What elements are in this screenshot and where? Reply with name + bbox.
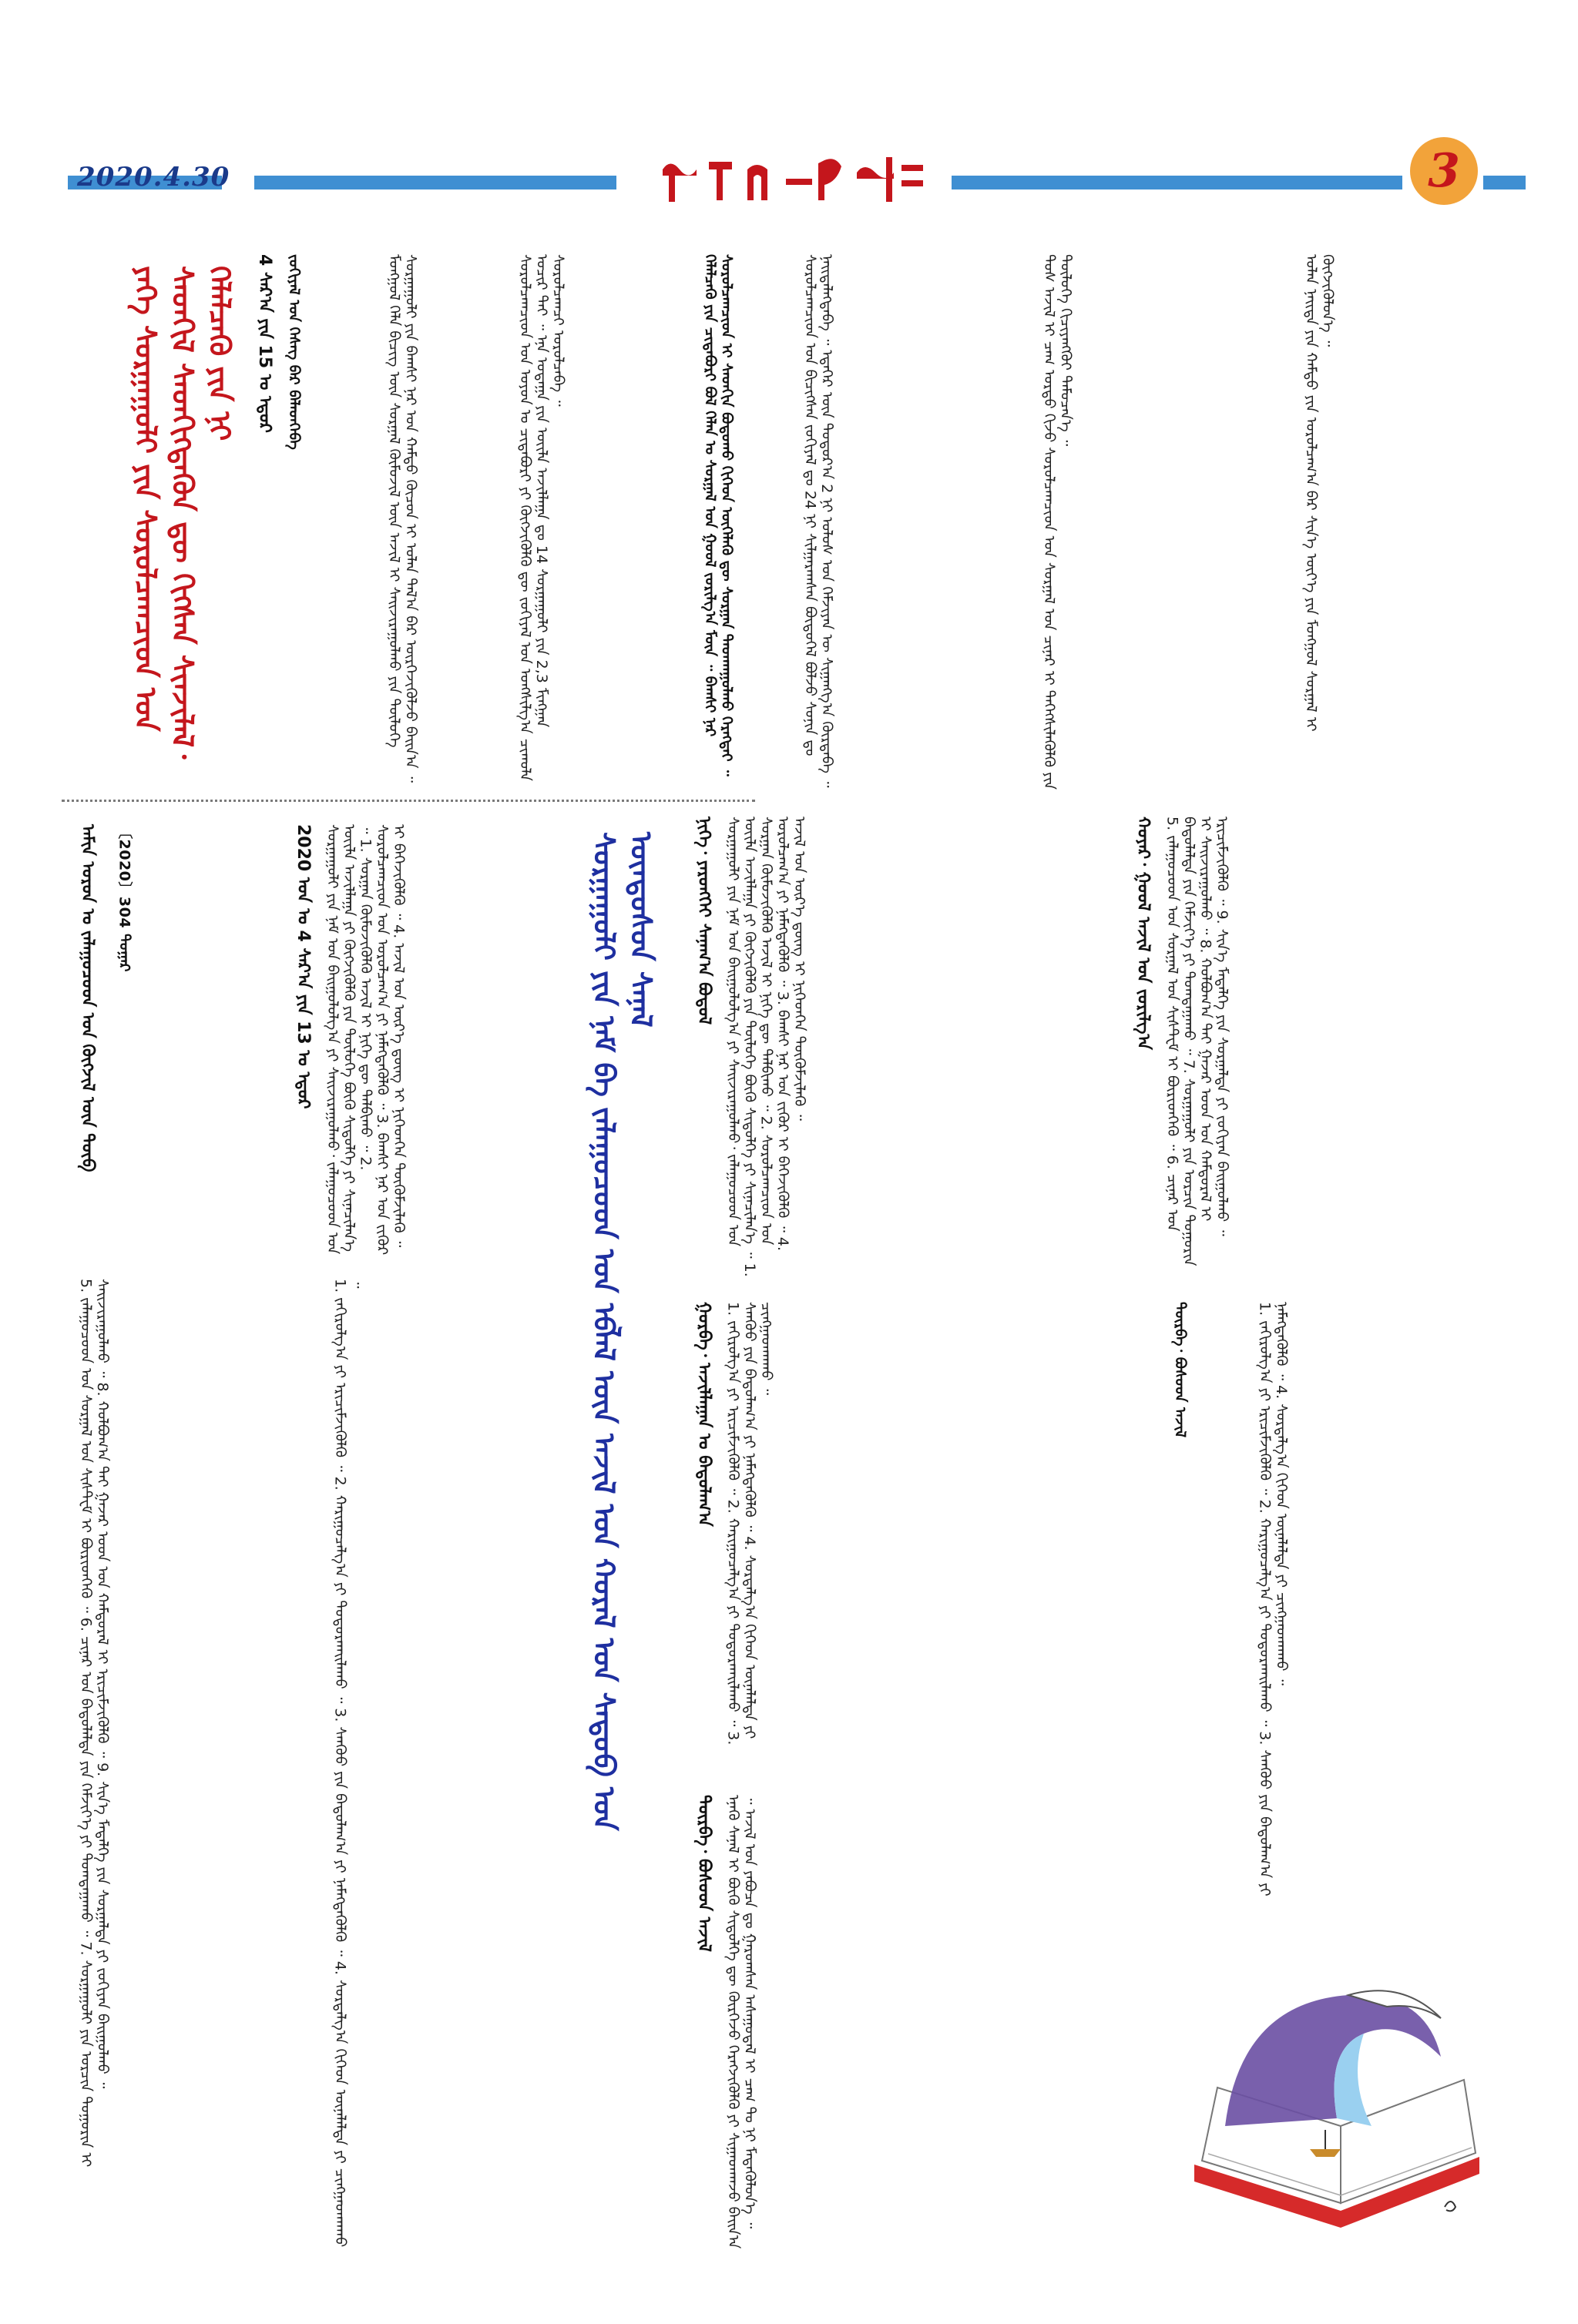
bottom-article-section-2-title: ᠬᠣᠶᠠᠷ᠂ ᠭᠣᠣᠯ ᠠᠵᠢᠯ ᠤᠨ ᠵᠣᠷᠢᠯᠭ᠎ᠠ [1133,817,1153,1050]
page-number: 3 [1428,144,1460,198]
bottom-article-headline: ᠰᠤᠷᠭᠠᠭᠤᠯᠢ ᠶᠢᠨ ᠨᠠᠮ ᠪᠠ ᠵᠠᠯᠠᠭᠤᠴᠤᠳ ᠤᠨ ᠡᠪᠯᠡᠯ ᠦᠨ ᠠᠵᠢᠯ ᠤᠨ ᠬᠤᠷᠠᠯ ᠤᠨ ᠰᠡᠳᠦᠪ ᠤᠨ ᠦᠨᠳᠦᠰᠦᠨ ᠰᠠᠨᠠᠯ [587,832,659,1841]
header-bar-far-right [1483,176,1526,189]
top-article-body-5: ᠲᠤᠰ ᠠᠵᠢᠯ ᠢ ᠴᠠᠭ ᠤᠷᠲᠤ ᠬᠢᠵᠦ ᠰᠤᠷᠤᠯᠴᠠᠭᠴᠢᠳ ᠤᠨ ᠰᠤᠷᠭᠠᠯ ᠤᠨ ᠴᠢᠨᠠᠷ ᠢ ᠳᠡᠭᠡᠭᠰᠢᠯᠡᠭᠦᠯᠬᠦ ᠶᠢᠨ ᠲᠥᠯᠥᠭᠡ ᠬᠢᠴᠢᠶᠡᠩᠭᠦᠢ ᠲᠡᠮᠦᠴᠡᠨ᠎ᠡ ᠃ [1040,254,1074,795]
bottom-article-section-4-title: ᠳᠥᠷᠪᠡ᠂ ᠪᠤᠰᠤᠳ ᠠᠵᠢᠯ [694,1795,713,1952]
masthead-logo [655,146,932,208]
header-bar-mid-left [254,176,616,189]
header-bar-right [952,176,1402,189]
book-with-wave-icon [1171,1972,1495,2234]
bottom-article-footer-line: ᠠᠮᠢᠨ ᠣᠷᠣᠨ ᠤ ᠵᠠᠯᠠᠭᠤᠴᠤᠳ ᠤᠨ ᠬᠥᠭᠵᠢᠯ ᠦᠨ ᠲᠥᠪ [78,824,97,1172]
page-number-badge [1410,137,1478,205]
masthead-script-logo [655,146,932,208]
top-article-lead: ᠵᠣᠬᠢᠶᠠᠯ ᠤᠨ ᠬᠡᠰᠡᠭ ᠪᠠᠷ ᠪᠡᠯᠡᠳᠬᠡᠪᠡ [285,254,303,450]
bottom-article-section-2-body: 5. ᠵᠠᠯᠠᠭᠤᠴᠤᠳ ᠤᠨ ᠰᠤᠷᠭᠠᠯ ᠤᠨ ᠰᠢᠰᠲ᠋ᠧᠮ ᠢ ᠪᠦᠷᠢᠳᠬᠡᠬᠦ ᠃ 6. ᠴᠢᠨᠠᠷ ᠤᠨ ᠪᠠᠲᠤᠯᠠᠯᠲᠠ ᠶᠢᠨ ᠬᠡᠮᠵᠢᠶ᠎ᠡ ᠶᠢ ᠲᠣᠭᠲᠠᠭᠠᠬᠤ ᠃ 7. ᠰᠤᠷᠭᠠᠭᠤᠯᠢ ᠶᠢᠨ ᠣᠷᠴᠢᠨ ᠲᠣᠭᠣᠷᠢᠨ ᠢ ᠰᠠᠢᠵᠢᠷᠠᠭᠤᠯᠬᠤ ᠃ 8. ᠬᠣᠯᠪᠣᠭ᠎ᠠ ᠲᠠᠢ ᠭᠠᠵᠠᠷ ᠤᠳ ᠤᠨ ᠬᠠᠮᠲᠤᠷᠠᠯ ᠢ ᠡᠷᠢᠴᠢᠮᠵᠢᠭᠦᠯᠬᠦ ᠃ 9. ᠰᠢᠨ᠎ᠡ ᠮᠡᠳᠡᠯᠭᠡ ᠶᠢᠨ ᠰᠤᠷᠭᠠᠯᠲᠠ ᠶᠢ ᠵᠣᠬᠢᠶᠠᠨ ᠪᠠᠢᠭᠤᠯᠬᠤ ᠃ [1163,817,1231,1271]
bottom-article-closing-body: 1. ᠵᠠᠬᠢᠷᠤᠯᠭ᠎ᠠ ᠶᠢ ᠡᠷᠢᠴᠢᠮᠵᠢᠭᠦᠯᠬᠦ ᠃ 2. ᠬᠠᠷᠢᠭᠤᠴᠠᠯᠭ᠎ᠠ ᠶᠢ ᠲᠣᠳᠣᠷᠬᠠᠢᠯᠠᠬᠤ ᠃ 3. ᠰᠠᠨᠬᠦᠦ ᠶᠢᠨ ᠪᠠᠲᠤᠯᠠᠭ᠎ᠠ ᠶᠢ ᠨᠡᠮᠡᠭᠳᠡᠭᠦᠯᠬᠦ ᠃ 4. ᠰᠤᠷᠳᠠᠯᠭ᠎ᠠ ᠬᠢᠭᠡᠳ ᠦᠨᠡᠯᠡᠯᠲᠡ ᠶᠢ ᠴᠢᠩᠭᠠᠳᠬᠠᠬᠤ ᠃ [1256,1302,1290,1901]
top-article-body-2: ᠰᠤᠷᠤᠯᠴᠠᠭᠴᠢᠳ ᠤᠨ ᠣᠶᠤᠨ ᠤ ᠴᠢᠳᠠᠪᠤᠷᠢ ᠶᠢ ᠬᠥᠭᠵᠢᠭᠦᠯᠬᠦ ᠳᠦ ᠵᠣᠬᠢᠶᠠᠯ ᠤᠨ ᠤᠩᠰᠢᠯᠭ᠎ᠠ ᠴᠢᠬᠤᠯᠠ ᠤᠴᠢᠷ ᠲᠠᠢ ᠃ ᠡᠨᠡ ᠤᠳᠠᠭᠠ ᠶᠢᠨ ᠦᠢᠯᠡ ᠠᠵᠢᠯᠯᠠᠭᠠ ᠳᠤ 14 ᠰᠤᠷᠭᠠᠭᠤᠯᠢ ᠶᠢᠨ 2,3 ᠮᠢᠩᠭᠠᠨ ᠰᠤᠷᠤᠯᠴᠠᠭᠴᠢ ᠣᠷᠣᠯᠴᠠᠪᠠ ᠃ [516,254,567,786]
bottom-article-section-4-body: ᠡᠨᠡᠬᠦ ᠰᠠᠨᠠᠯ ᠢ ᠪᠦᠬᠦ ᠰᠢᠲᠦᠯᠭᠡ ᠳᠦ ᠬᠦᠷᠭᠡᠵᠦ ᠬᠡᠷᠡᠭᠵᠢᠭᠦᠯᠬᠦ ᠶᠢ ᠰᠢᠭᠠᠳᠬᠠᠵᠤ ᠪᠠᠢᠨ᠎ᠠ ᠃ ᠠᠵᠢᠯ ᠤᠨ ᠶᠠᠪᠤᠴᠠ ᠳᠤ ᠭᠠᠷᠤᠭᠰᠠᠨ ᠠᠰᠠᠭᠤᠳᠠᠯ ᠢ ᠴᠠᠭ ᠲᠤ ᠨᠢ ᠮᠡᠳᠡᠭᠦᠯᠦᠨ᠎ᠡ ᠃ [724,1795,758,2254]
bottom-article-section-1-body: ᠰᠤᠷᠭᠠᠭᠤᠯᠢ ᠶᠢᠨ ᠨᠠᠮ ᠤᠨ ᠪᠠᠢᠭᠤᠯᠤᠯᠭ᠎ᠠ ᠶᠢ ᠰᠠᠢᠵᠢᠷᠠᠭᠤᠯᠬᠤ᠂ ᠵᠠᠯᠠᠭᠤᠴᠤᠳ ᠤᠨ ᠦᠢᠯᠡ ᠠᠵᠢᠯᠯᠠᠭᠠ ᠶᠢ ᠬᠥᠭᠵᠢᠭᠦᠯᠬᠦ ᠶᠢᠨ ᠲᠥᠯᠥᠭᠡ ᠪᠦᠬᠦ ᠰᠢᠲᠦᠯᠭᠡ ᠶᠢ ᠰᠢᠨᠡᠴᠢᠯᠡᠨ᠎ᠡ ᠃ 1. ᠰᠤᠷᠭᠠᠨ ᠬᠦᠮᠦᠵᠢᠭᠦᠯᠬᠦ ᠠᠵᠢᠯ ᠢ ᠨᠢᠭᠡ ᠳᠦ ᠲᠠᠯᠪᠢᠬᠤ ᠃ 2. ᠰᠤᠷᠤᠯᠴᠠᠭᠴᠢᠳ ᠤᠨ ᠣᠷᠣᠯᠴᠠᠭ᠎ᠠ ᠶᠢ ᠨᠡᠮᠡᠭᠳᠡᠭᠦᠯᠬᠦ ᠃ 3. ᠪᠠᠭᠰᠢ ᠨᠠᠷ ᠤᠨ ᠵᠢᠭᠦᠷ ᠢ ᠪᠡᠬᠡᠵᠢᠭᠦᠯᠬᠦ ᠃ 4. ᠠᠵᠢᠯ ᠤᠨ ᠦᠷ᠎ᠡ ᠳ᠋ᠦᠩ ᠢ ᠨᠢᠭᠡᠳᠬᠡᠨ ᠳᠦᠭᠦᠮᠵᠢᠯᠡᠬᠦ ᠃ [724,817,808,1282]
issue-date: 2020.4.30 [77,162,230,193]
bottom-article-section-2-text: 5. ᠵᠠᠯᠠᠭᠤᠴᠤᠳ ᠤᠨ ᠰᠤᠷᠭᠠᠯ ᠤᠨ ᠰᠢᠰᠲ᠋ᠧᠮ ᠢ ᠪᠦᠷᠢᠳᠬᠡᠬᠦ ᠃ 6. ᠴᠢᠨᠠᠷ ᠤᠨ ᠪᠠᠲᠤᠯᠠᠯᠲᠠ ᠶᠢᠨ ᠬᠡᠮᠵᠢᠶ᠎ᠡ ᠶᠢ ᠲᠣᠭᠲᠠᠭᠠᠬᠤ ᠃ 7. ᠰᠤᠷᠭᠠᠭᠤᠯᠢ ᠶᠢᠨ ᠣᠷᠴᠢᠨ ᠲᠣᠭᠣᠷᠢᠨ ᠢ ᠰᠠᠢᠵᠢᠷᠠᠭᠤᠯᠬᠤ ᠃ 8. ᠬᠣᠯᠪᠣᠭ᠎ᠠ ᠲᠠᠢ ᠭᠠᠵᠠᠷ ᠤᠳ ᠤᠨ ᠬᠠᠮᠲᠤᠷᠠᠯ ᠢ ᠡᠷᠢᠴᠢᠮᠵᠢᠭᠦᠯᠬᠦ ᠃ 9. ᠰᠢᠨ᠎ᠡ ᠮᠡᠳᠡᠯᠭᠡ ᠶᠢᠨ ᠰᠤᠷᠭᠠᠯᠲᠠ ᠶᠢ ᠵᠣᠬᠢᠶᠠᠨ ᠪᠠᠢᠭᠤᠯᠬᠤ ᠃ [77,1279,111,2172]
top-article-date: 4 ᠰᠠᠷ᠎ᠠ ᠶᠢᠨ 15 ᠤ ᠡᠳᠦᠷ [255,254,274,433]
bottom-article-section-1-title: ᠨᠢᠭᠡ᠂ ᠶᠡᠷᠦᠩᠬᠡᠢ ᠰᠠᠨᠠᠭ᠎ᠠ ᠪᠣᠳᠤᠯ [694,817,713,1025]
bottom-article-date: 2020 ᠣᠨ ᠤ 4 ᠰᠠᠷ᠎ᠠ ᠶᠢᠨ 13 ᠤ ᠡᠳᠦᠷ [294,824,313,1109]
bottom-article-intro: ᠰᠤᠷᠭᠠᠭᠤᠯᠢ ᠶᠢᠨ ᠨᠠᠮ ᠤᠨ ᠪᠠᠢᠭᠤᠯᠤᠯᠭ᠎ᠠ ᠶᠢ ᠰᠠᠢᠵᠢᠷᠠᠭᠤᠯᠬᠤ᠂ ᠵᠠᠯᠠᠭᠤᠴᠤᠳ ᠤᠨ ᠦᠢᠯᠡ ᠠᠵᠢᠯᠯᠠᠭᠠ ᠶᠢ ᠬᠥᠭᠵᠢᠭᠦᠯᠬᠦ ᠶᠢᠨ ᠲᠥᠯᠥᠭᠡ ᠪᠦᠬᠦ ᠰᠢᠲᠦᠯᠭᠡ ᠶᠢ ᠰᠢᠨᠡᠴᠢᠯᠡᠨ᠎ᠡ ᠃ 1. ᠰᠤᠷᠭᠠᠨ ᠬᠦᠮᠦᠵᠢᠭᠦᠯᠬᠦ ᠠᠵᠢᠯ ᠢ ᠨᠢᠭᠡ ᠳᠦ ᠲᠠᠯᠪᠢᠬᠤ ᠃ 2. ᠰᠤᠷᠤᠯᠴᠠᠭᠴᠢᠳ ᠤᠨ ᠣᠷᠣᠯᠴᠠᠭ᠎ᠠ ᠶᠢ ᠨᠡᠮᠡᠭᠳᠡᠭᠦᠯᠬᠦ ᠃ 3. ᠪᠠᠭᠰᠢ ᠨᠠᠷ ᠤᠨ ᠵᠢᠭᠦᠷ ᠢ ᠪᠡᠬᠡᠵᠢᠭᠦᠯᠬᠦ ᠃ 4. ᠠᠵᠢᠯ ᠤᠨ ᠦᠷ᠎ᠡ ᠳ᠋ᠦᠩ ᠢ ᠨᠢᠭᠡᠳᠬᠡᠨ ᠳᠦᠭᠦᠮᠵᠢᠯᠡᠬᠦ ᠃ [324,824,408,1260]
section-divider [62,800,755,802]
bottom-article-section-3-body: 1. ᠵᠠᠬᠢᠷᠤᠯᠭ᠎ᠠ ᠶᠢ ᠡᠷᠢᠴᠢᠮᠵᠢᠭᠦᠯᠬᠦ ᠃ 2. ᠬᠠᠷᠢᠭᠤᠴᠠᠯᠭ᠎ᠠ ᠶᠢ ᠲᠣᠳᠣᠷᠬᠠᠢᠯᠠᠬᠤ ᠃ 3. ᠰᠠᠨᠬᠦᠦ ᠶᠢᠨ ᠪᠠᠲᠤᠯᠠᠭ᠎ᠠ ᠶᠢ ᠨᠡᠮᠡᠭᠳᠡᠭᠦᠯᠬᠦ ᠃ 4. ᠰᠤᠷᠳᠠᠯᠭ᠎ᠠ ᠬᠢᠭᠡᠳ ᠦᠨᠡᠯᠡᠯᠲᠡ ᠶᠢ ᠴᠢᠩᠭᠠᠳᠬᠠᠬᠤ ᠃ [724,1302,775,1750]
bottom-article-section-3-title: ᠭᠤᠷᠪᠠ᠂ ᠠᠵᠢᠯᠯᠠᠭᠠᠨ ᠤ ᠪᠠᠲᠤᠯᠠᠭ᠎ᠠ [694,1302,713,1527]
bottom-article-doc-number: 〔2020〕304 ᠳᠤᠭᠠᠷ [116,824,133,972]
top-article-body-4: ᠰᠤᠷᠤᠯᠴᠠᠭᠴᠢᠳ ᠤᠨ ᠪᠢᠴᠢᠭᠰᠡᠨ ᠵᠣᠬᠢᠶᠠᠯ ᠳᠤ 24 ᠨᠢ ᠰᠢᠯᠭᠠᠷᠠᠭᠰᠠᠨ ᠪᠦᠲᠦᠭᠡᠯ ᠪᠣᠯᠵᠤ ᠰᠣᠨᠢᠨ ᠳᠤ ᠨᠡᠢᠲᠡᠯᠡᠭᠳᠡᠪᠡ ᠃ ᠡᠳᠡᠭᠡᠷ ᠦᠨ ᠳᠣᠲᠣᠷ᠎ᠠ 2 ᠨᠢ ᠤᠯᠤᠰ ᠤᠨ ᠬᠡᠮᠵᠢᠶᠡᠨ ᠦ ᠰᠢᠭᠠᠩᠭ᠎ᠠ ᠬᠦᠷᠲᠡᠪᠡ ᠃ [801,254,835,788]
book-wave-illustration [1171,1972,1495,2234]
top-article-headline: ᠶᠡᠬᠡ ᠰᠤᠷᠭᠠᠭᠤᠯᠢ ᠶᠢᠨ ᠰᠤᠷᠤᠯᠴᠠᠭᠴᠢᠳ ᠤᠨ ᠰᠡᠳᠭᠢᠯ ᠰᠡᠳᠬᠢᠭᠳᠡᠬᠦᠨ ᠳᠦ ᠬᠢᠭᠰᠡᠨ ᠰᠢᠨᠵᠢᠯᠡᠯ᠂ ᠬᠡᠯᠡᠯᠴᠡᠬᠦ ᠶᠢᠨ ᠨᠢ [129,266,237,770]
bottom-article-section-3-text: 1. ᠵᠠᠬᠢᠷᠤᠯᠭ᠎ᠠ ᠶᠢ ᠡᠷᠢᠴᠢᠮᠵᠢᠭᠦᠯᠬᠦ ᠃ 2. ᠬᠠᠷᠢᠭᠤᠴᠠᠯᠭ᠎ᠠ ᠶᠢ ᠲᠣᠳᠣᠷᠬᠠᠢᠯᠠᠬᠤ ᠃ 3. ᠰᠠᠨᠬᠦᠦ ᠶᠢᠨ ᠪᠠᠲᠤᠯᠠᠭ᠎ᠠ ᠶᠢ ᠨᠡᠮᠡᠭᠳᠡᠭᠦᠯᠬᠦ ᠃ 4. ᠰᠤᠷᠳᠠᠯᠭ᠎ᠠ ᠬᠢᠭᠡᠳ ᠦᠨᠡᠯᠡᠯᠲᠡ ᠶᠢ ᠴᠢᠩᠭᠠᠳᠬᠠᠬᠤ ᠃ [331,1279,365,2252]
top-article-body-6: ᠣᠯᠠᠨ ᠨᠡᠢᠲᠡ ᠶᠢᠨ ᠬᠠᠮᠲᠤ ᠶᠢᠨ ᠣᠷᠣᠯᠴᠠᠭ᠎ᠠ ᠪᠠᠷ ᠰᠢᠨ᠎ᠡ ᠦᠶ᠎ᠡ ᠶᠢᠨ ᠮᠣᠩᠭᠣᠯ ᠰᠤᠷᠭᠠᠯ ᠢ ᠬᠥᠭᠵᠢᠭᠦᠯᠦᠨ᠎ᠡ ᠃ [1302,254,1336,736]
top-article-body-3: ᠬᠡᠯᠡᠯᠴᠡᠬᠦ ᠶᠢᠨ ᠴᠢᠳᠠᠪᠤᠷᠢ ᠪᠣᠯ ᠬᠡᠯᠡᠨ ᠤ ᠰᠤᠷᠭᠠᠯ ᠤᠨ ᠭᠣᠣᠯ ᠵᠣᠷᠢᠯᠭ᠎ᠠ ᠮᠥᠨ ᠃ ᠪᠠᠭᠰᠢ ᠨᠠᠷ ᠰᠤᠷᠤᠯᠴᠠᠭᠴᠢᠳ ᠢ ᠰᠡᠳᠬᠢᠨ ᠪᠣᠳᠤᠬᠤ ᠬᠢᠭᠡᠳ ᠦᠭᠡᠯᠡᠬᠦ ᠳᠦ ᠰᠤᠷᠭᠠᠨ ᠳᠠᠳᠬᠠᠭᠤᠯᠬᠤ ᠬᠡᠷᠡᠭᠲᠡᠢ ᠃ [701,254,735,776]
bottom-article-closing: ᠳᠥᠷᠪᠡ᠂ ᠪᠤᠰᠤᠳ ᠠᠵᠢᠯ [1171,1302,1189,1438]
top-article-body-1: ᠮᠣᠩᠭᠣᠯ ᠬᠡᠯᠡ ᠪᠢᠴᠢᠭ ᠦᠨ ᠰᠤᠷᠭᠠᠯ ᠬᠦᠮᠦᠵᠢᠯ ᠦᠨ ᠠᠵᠢᠯ ᠢ ᠰᠠᠢᠵᠢᠷᠠᠭᠤᠯᠬᠤ ᠶᠢᠨ ᠲᠥᠯᠥᠭᠡ ᠰᠤᠷᠭᠠᠭᠤᠯᠢ ᠶᠢᠨ ᠪᠠᠭᠰᠢ ᠨᠠᠷ ᠤᠨ ᠬᠠᠮᠲᠤ ᠬᠦᠴᠦᠨ ᠢ ᠣᠯᠠᠨ ᠲᠠᠯ᠎ᠠ ᠪᠠᠷ ᠥᠷᠭᠡᠵᠢᠭᠦᠯᠵᠦ ᠪᠠᠢᠨ᠎ᠠ ᠃ [385,254,419,783]
